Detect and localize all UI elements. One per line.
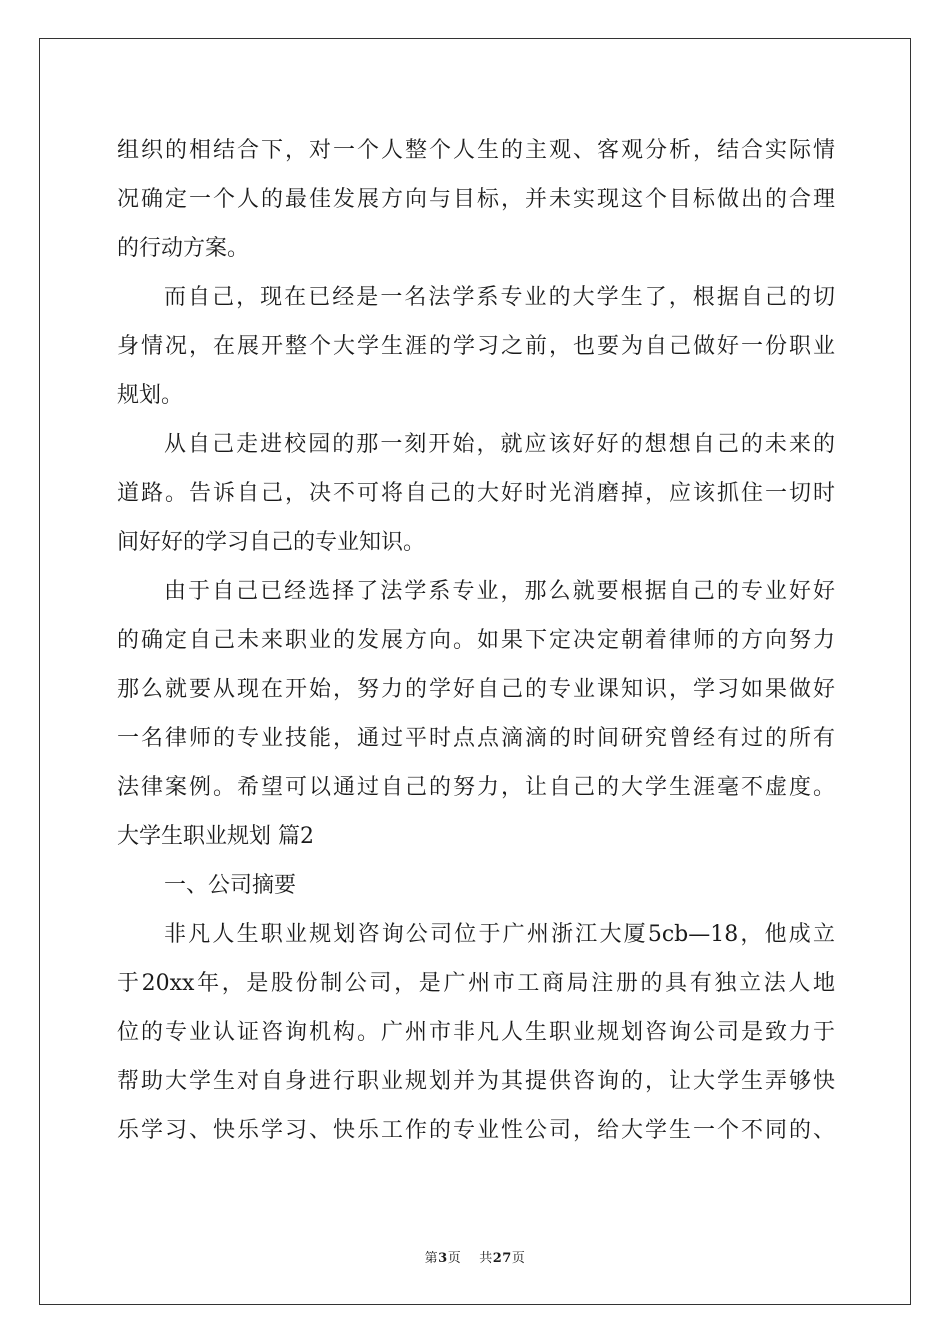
footer-page-current: 3 [438, 1251, 448, 1266]
document-body [117, 126, 835, 1155]
text-line: 一名律师的专业技能，通过平时点点滴滴的时间研究曾经有过的所有 [117, 726, 835, 751]
text-line: 组织的相结合下，对一个人整个人生的主观、客观分析，结合实际情 [117, 138, 835, 163]
text-line: 道路。告诉自己，决不可将自己的大好时光消磨掉，应该抓住一切时 [117, 481, 835, 506]
text-line: 而自己，现在已经是一名法学系专业的大学生了，根据自己的切 [164, 285, 835, 310]
text-line: 由于自己已经选择了法学系专业，那么就要根据自己的专业好好 [164, 579, 835, 604]
text-line: 非凡人生职业规划咨询公司位于广州浙江大厦5cb—18，他成立 [164, 922, 835, 947]
footer-page-prefix: 第 [424, 1251, 439, 1266]
text-line: 那么就要从现在开始，努力的学好自己的专业课知识，学习如果做好 [117, 677, 835, 702]
text-line: 的行动方案。 [117, 236, 250, 261]
text-line: 法律案例。希望可以通过自己的努力，让自己的大学生涯毫不虚度。 [117, 775, 835, 800]
text-line: 况确定一个人的最佳发展方向与目标，并未实现这个目标做出的合理 [117, 187, 835, 212]
text-line: 位的专业认证咨询机构。广州市非凡人生职业规划咨询公司是致力于 [117, 1020, 835, 1045]
text-line: 间好好的学习自己的专业知识。 [117, 530, 426, 555]
text-line: 帮助大学生对自身进行职业规划并为其提供咨询的，让大学生弄够快 [117, 1069, 835, 1094]
page-footer [0, 1247, 950, 1266]
text-line: 一、公司摘要 [164, 873, 297, 898]
text-line: 乐学习、快乐学习、快乐工作的专业性公司，给大学生一个不同的、 [117, 1118, 835, 1143]
footer-total-prefix: 共 [479, 1251, 493, 1266]
text-line: 身情况，在展开整个大学生涯的学习之前，也要为自己做好一份职业 [117, 334, 835, 359]
footer-total-suffix: 页 [511, 1251, 526, 1266]
text-line: 于20xx年，是股份制公司，是广州市工商局注册的具有独立法人地 [117, 971, 835, 996]
text-line: 大学生职业规划 篇2 [117, 824, 314, 849]
text-line: 从自己走进校园的那一刻开始，就应该好好的想想自己的未来的 [164, 432, 835, 457]
footer-page-total: 27 [492, 1251, 512, 1266]
text-line: 规划。 [117, 383, 184, 408]
footer-page-suffix: 页 [447, 1251, 462, 1266]
text-line: 的确定自己未来职业的发展方向。如果下定决定朝着律师的方向努力 [117, 628, 835, 653]
